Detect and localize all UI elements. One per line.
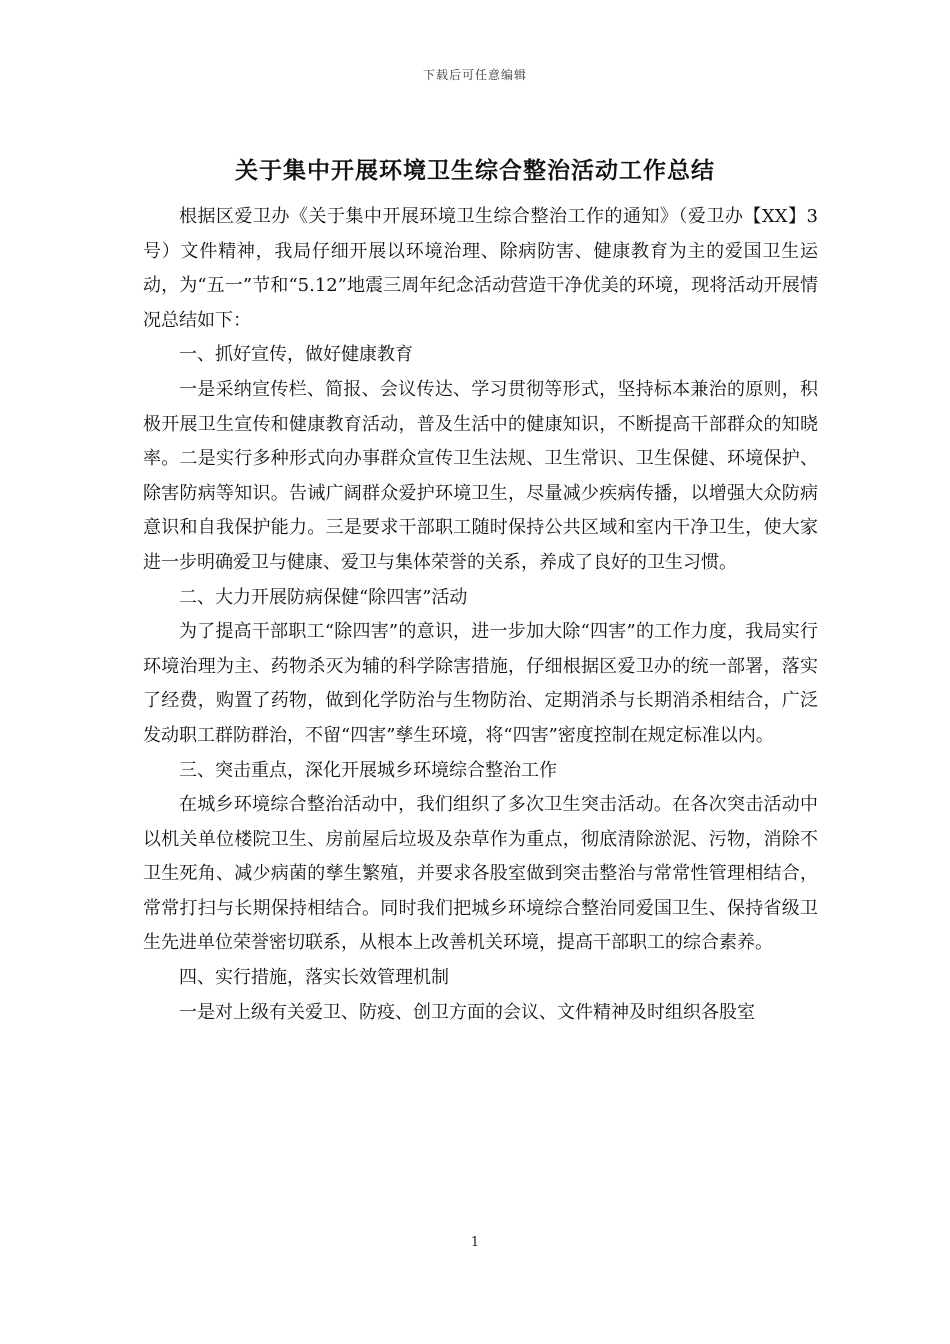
paragraph-intro: 根据区爱卫办《关于集中开展环境卫生综合整治工作的通知》（爱卫办【XX】3号）文件精神，我局仔细开展以环境治理、除病防害、健康教育为主的爱国卫生运动，为“五一”节和“5.12”地震三周年纪念活动营造干净优美的环境，现将活动开展情况总结如下： [143,206,818,331]
paragraph-section-2: 为了提高干部职工“除四害”的意识，进一步加大除“四害”的工作力度，我局实行环境治理为主、药物杀灭为辅的科学除害措施，仔细根据区爱卫办的统一部署，落实了经费，购置了药物，做到化学防治与生物防治、定期消杀与长期消杀相结合，广泛发动职工群防群治，不留“四害”孳生环境，将“四害”密度控制在规定标准以内。 [143,621,818,746]
section-heading-3: 三、突击重点，深化开展城乡环境综合整治工作 [179,759,557,781]
paragraph-section-3: 在城乡环境综合整治活动中，我们组织了多次卫生突击活动。在各次突击活动中以机关单位楼院卫生、房前屋后垃圾及杂草作为重点，彻底清除淤泥、污物，消除不卫生死角、减少病菌的孳生繁殖，并要求各股室做到突击整治与常常性管理相结合，常常打扫与长期保持相结合。同时我们把城乡环境综合整治同爱国卫生、保持省级卫生先进单位荣誉密切联系，从根本上改善机关环境，提高干部职工的综合素养。 [143,794,818,954]
page-number: 1 [470,1235,480,1250]
document-body [143,200,818,1030]
section-heading-1: 一、抓好宣传，做好健康教育 [179,344,413,366]
section-heading-2: 二、大力开展防病保健“除四害”活动 [179,586,468,608]
page-header-note: 下载后可任意编辑 [422,68,527,82]
document-title: 关于集中开展环境卫生综合整治活动工作总结 [235,158,715,184]
section-heading-4: 四、实行措施，落实长效管理机制 [179,967,449,989]
paragraph-section-1: 一是采纳宣传栏、简报、会议传达、学习贯彻等形式，坚持标本兼治的原则，积极开展卫生宣传和健康教育活动，普及生活中的健康知识，不断提高干部群众的知晓率。二是实行多种形式向办事群众宣传卫生法规、卫生常识、卫生保健、环境保护、除害防病等知识。告诫广阔群众爱护环境卫生，尽量减少疾病传播，以增强大众防病意识和自我保护能力。三是要求干部职工随时保持公共区域和室内干净卫生，使大家进一步明确爱卫与健康、爱卫与集体荣誉的关系，养成了良好的卫生习惯。 [143,378,818,573]
paragraph-section-4: 一是对上级有关爱卫、防疫、创卫方面的会议、文件精神及时组织各股室 [179,1001,755,1023]
